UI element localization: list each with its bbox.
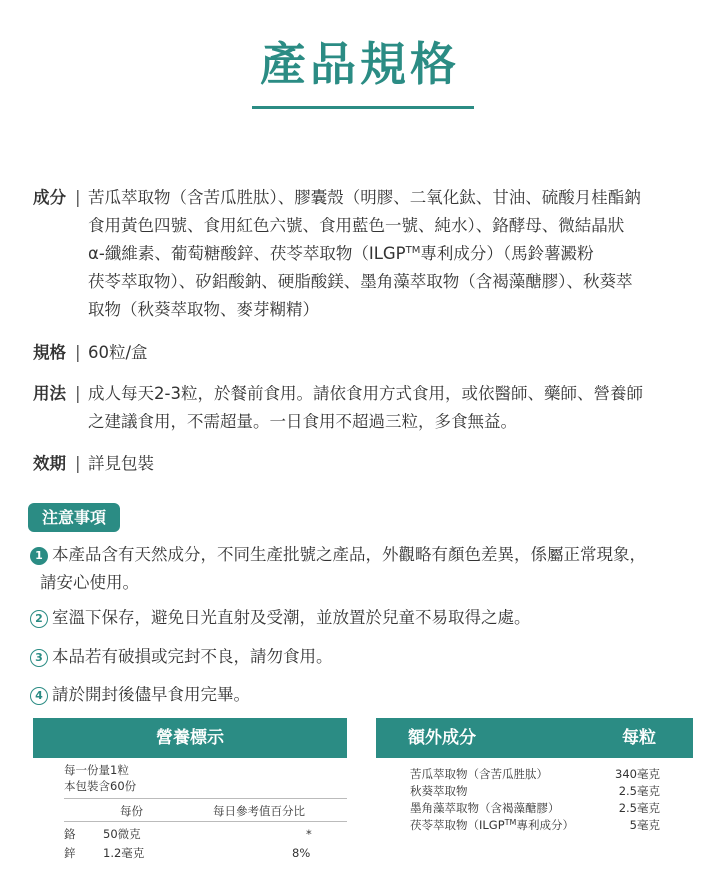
spec-text: 60粒/盒 <box>88 343 148 362</box>
extra-amount: 340毫克 <box>615 767 660 781</box>
nutrition-header-label: 營養標示 <box>156 728 224 748</box>
notice-item-3 <box>30 643 710 671</box>
notice-text-cont: 請安心使用。 <box>40 573 139 592</box>
ingredients-line-5: 取物（秋葵萃取物、麥芽糊精） <box>88 300 319 319</box>
serving-size: 每一份量1粒 <box>64 763 129 777</box>
extra-amount: 5毫克 <box>629 818 660 832</box>
nutrient-name: 鉻 <box>64 827 76 841</box>
ingredients-line-2: 食用黃色四號、食用紅色六號、食用藍色一號、純水）、鉻酵母、微結晶狀 <box>88 216 625 235</box>
notice-text: 室溫下保存，避免日光直射及受潮，並放置於兒童不易取得之處。 <box>52 608 531 627</box>
extra-name: 秋葵萃取物 <box>410 784 468 798</box>
title-underline <box>252 106 474 109</box>
nutrient-pct: 8% <box>292 846 311 860</box>
spec-separator: | <box>75 343 81 362</box>
extra-header <box>376 718 693 758</box>
ingredients-line-4: 茯苓萃取物）、矽鋁酸鈉、硬脂酸鎂、墨角藻萃取物（含褐藻醣膠）、秋葵萃 <box>88 272 633 291</box>
spec-usage <box>33 380 693 436</box>
number-3-icon: 3 <box>30 649 48 667</box>
extra-name-a: 茯苓萃取物（ILGP <box>410 818 505 832</box>
extra-amount: 2.5毫克 <box>618 784 660 798</box>
nutrient-name: 鋅 <box>64 846 76 860</box>
extra-header-label: 額外成分 <box>408 728 476 748</box>
nutrient-amount: 1.2毫克 <box>103 846 145 860</box>
col-daily-pct: 每日參考值百分比 <box>213 804 305 818</box>
spec-label: 用法 <box>33 384 66 403</box>
notice-tag: 注意事項 <box>28 503 120 532</box>
spec-separator: | <box>75 188 81 207</box>
spec-separator: | <box>75 384 81 403</box>
nutrient-pct: * <box>306 827 312 841</box>
extra-header-right: 每粒 <box>622 728 656 748</box>
notice-item-1 <box>30 541 710 597</box>
spec-separator: | <box>75 454 81 473</box>
nutrition-header <box>33 718 347 758</box>
extra-name: 墨角藻萃取物（含褐藻醣膠） <box>410 801 560 815</box>
ingredients-line-1: 苦瓜萃取物（含苦瓜胜肽）、膠囊殼（明膠、二氧化鈦、甘油、硫酸月桂酯鈉 <box>88 188 641 207</box>
spec-label: 規格 <box>33 343 66 362</box>
notice-text: 本產品含有天然成分，不同生產批號之產品，外觀略有顏色差異，係屬正常現象， <box>52 545 646 564</box>
notice-text: 請於開封後儘早食用完畢。 <box>52 685 250 704</box>
col-per-serving: 每份 <box>120 804 143 818</box>
divider <box>64 798 347 799</box>
servings-per-pack: 本包裝含60份 <box>64 779 137 793</box>
extra-name: 苦瓜萃取物（含苦瓜胜肽） <box>410 767 548 781</box>
number-1-icon: 1 <box>30 547 48 565</box>
number-2-icon: 2 <box>30 610 48 628</box>
extra-name-b: 專利成分） <box>516 818 574 832</box>
spec-label: 效期 <box>33 454 66 473</box>
page-title: 產品規格 <box>260 37 460 91</box>
notice-item-4 <box>30 681 710 709</box>
spec-expiry <box>33 450 693 478</box>
ingredients-line-3-a: α-纖維素、葡萄糖酸鋅、茯苓萃取物（ILGP <box>88 244 406 263</box>
usage-line-2: 之建議食用，不需超量。一日食用不超過三粒，多食無益。 <box>88 412 517 431</box>
notice-item-2 <box>30 604 710 632</box>
notice-text: 本品若有破損或完封不良，請勿食用。 <box>52 647 333 666</box>
usage-line-1: 成人每天2-3粒，於餐前食用。請依食用方式食用，或依醫師、藥師、營養師 <box>88 384 643 403</box>
spec-ingredients <box>33 184 693 324</box>
trademark-mark: TM <box>504 818 517 827</box>
number-4-icon: 4 <box>30 687 48 705</box>
spec-text: 詳見包裝 <box>88 454 154 473</box>
nutrient-amount: 50微克 <box>103 827 141 841</box>
trademark-mark: TM <box>405 245 421 256</box>
ingredients-line-3-b: 專利成分）（馬鈴薯澱粉 <box>420 244 594 263</box>
extra-amount: 2.5毫克 <box>618 801 660 815</box>
divider <box>64 821 347 822</box>
ingredients-line-3 <box>88 240 698 268</box>
spec-size <box>33 339 693 367</box>
extra-name <box>410 817 574 833</box>
spec-text <box>88 184 698 324</box>
spec-text <box>88 380 698 436</box>
spec-label: 成分 <box>33 188 66 207</box>
